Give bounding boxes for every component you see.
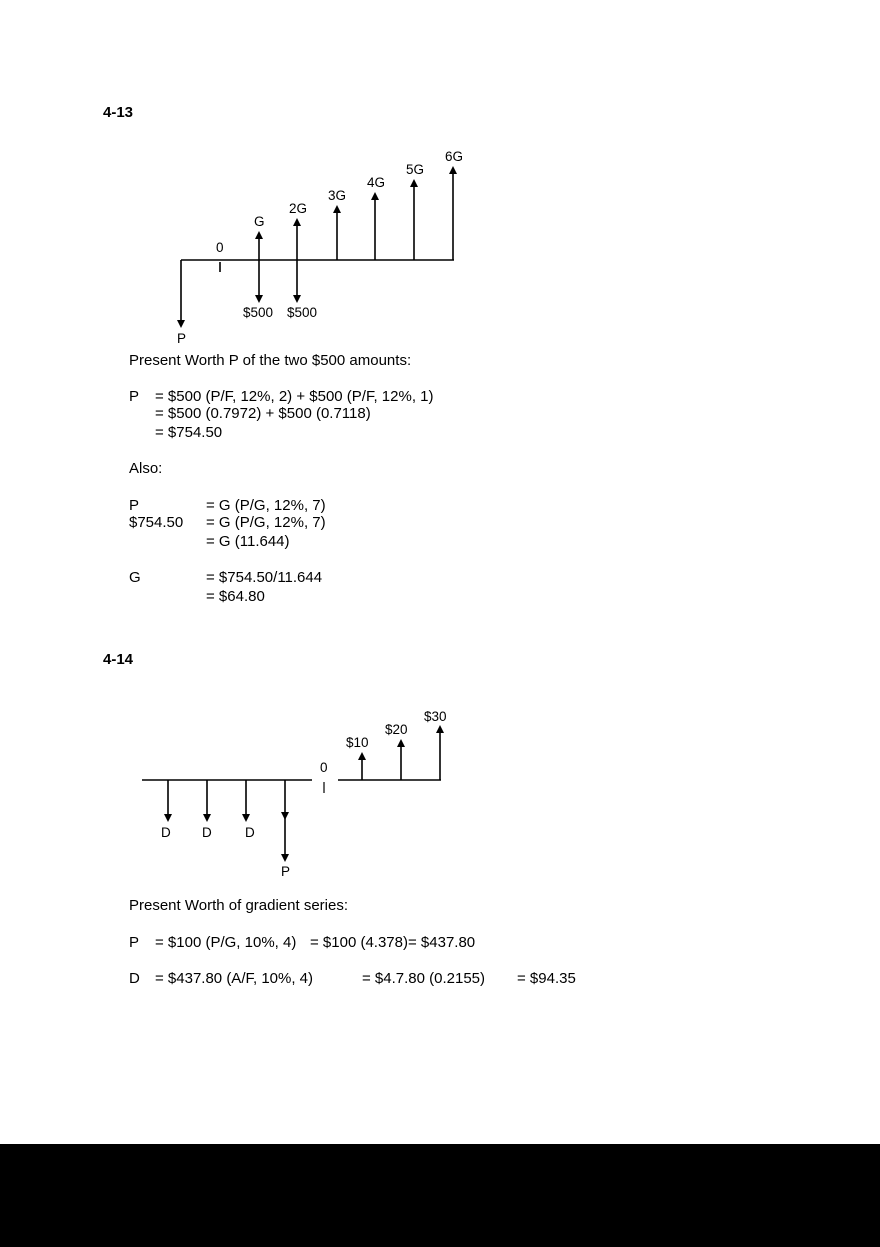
eq-lhs: $754.50 (129, 514, 184, 531)
gradient-label-3: 3G (328, 188, 347, 203)
eq-lhs: G (129, 569, 141, 586)
eq-line: = $500 (0.7972) + $500 (0.7118) (155, 405, 371, 422)
eq-lhs: P (129, 388, 140, 405)
eq-line: = $754.50/11.644 (206, 569, 323, 586)
gradient-label-5: 5G (406, 162, 425, 177)
problem-number-4-14: 4-14 (103, 651, 134, 668)
eq-line: = G (P/G, 12%, 7) (206, 497, 326, 514)
withdrawal-label-2: $500 (287, 305, 318, 320)
intro-text: Present Worth of gradient series: (129, 897, 348, 914)
also-text: Also: (129, 460, 163, 477)
page-bottom-band (0, 1144, 880, 1247)
eq-part: = $100 (4.378)= $437.80 (310, 934, 476, 951)
gradient-label-6: 6G (445, 149, 464, 164)
gradient-label-4: 4G (367, 175, 386, 190)
gradient-label-1: $10 (346, 735, 369, 750)
eq-lhs: D (129, 970, 140, 987)
eq-line: = $500 (P/F, 12%, 2) + $500 (P/F, 12%, 1) (155, 388, 434, 405)
gradient-label-1: G (254, 214, 265, 229)
intro-text: Present Worth P of the two $500 amounts: (129, 352, 412, 369)
eq-part: = $100 (P/G, 10%, 4) (155, 934, 297, 951)
gradient-label-2: $20 (385, 722, 408, 737)
zero-label: 0 (216, 240, 224, 255)
deposit-label-2: D (202, 825, 212, 840)
eq-line: = G (11.644) (206, 533, 290, 550)
eq-part: = $437.80 (A/F, 10%, 4) (155, 970, 314, 987)
withdrawal-label-1: $500 (243, 305, 274, 320)
eq-lhs: P (129, 497, 140, 514)
deposit-label-1: D (161, 825, 171, 840)
eq-line: = $64.80 (206, 588, 265, 605)
gradient-label-3: $30 (424, 709, 447, 724)
gradient-label-2: 2G (289, 201, 308, 216)
eq-line: = $754.50 (155, 424, 223, 441)
present-worth-label: P (281, 864, 291, 879)
eq-line: = G (P/G, 12%, 7) (206, 514, 326, 531)
problem-number-4-13: 4-13 (103, 104, 134, 121)
present-worth-label: P (177, 331, 187, 346)
eq-part: = $4.7.80 (0.2155) (362, 970, 486, 987)
eq-part: = $94.35 (517, 970, 576, 987)
zero-label: 0 (320, 760, 328, 775)
eq-lhs: P (129, 934, 140, 951)
deposit-label-3: D (245, 825, 255, 840)
